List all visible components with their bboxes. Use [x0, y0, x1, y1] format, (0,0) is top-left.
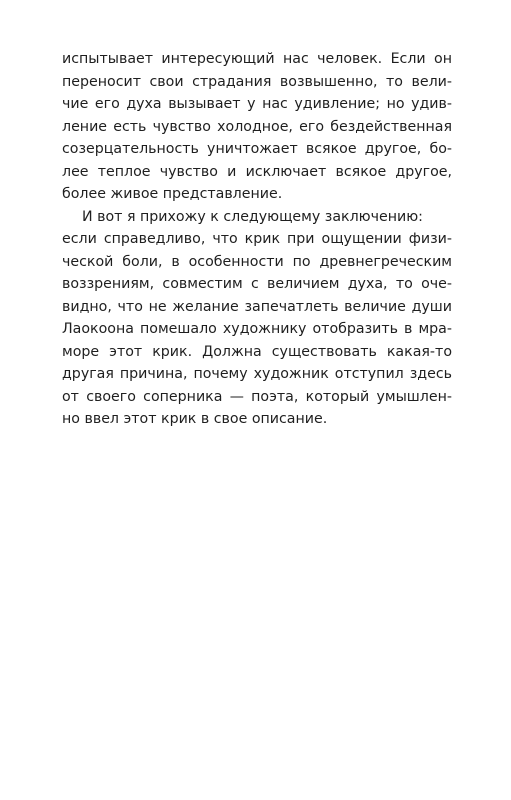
- paragraph-1: [62, 48, 452, 206]
- text-line: более живое представление.: [62, 186, 283, 202]
- text-line: воззрениям, совместим с величием духа, то оче-: [62, 276, 452, 292]
- text-line: лее теплое чувство и исключает всякое другое,: [62, 163, 452, 180]
- text-line: ление есть чувство холодное, его бездейственная: [62, 118, 452, 135]
- text-line: И вот я прихожу к следующему заключению:: [82, 208, 423, 225]
- text-line: другая причина, почему художник отступил здесь: [62, 366, 452, 382]
- text-line: от своего соперника — поэта, который умышлен-: [62, 388, 452, 405]
- text-line: Лаокоона помешало художнику отобразить в мра-: [62, 321, 452, 337]
- text-line: чие его духа вызывает у нас удивление; но удив-: [62, 96, 452, 112]
- text-line: видно, что не желание запечатлеть величие души: [62, 298, 452, 315]
- text-line: переносит свои страдания возвышенно, то вели-: [62, 73, 452, 90]
- paragraph-2: [62, 206, 452, 431]
- text-line: ческой боли, в особенности по древнегреческим: [62, 253, 452, 270]
- text-line: если справедливо, что крик при ощущении физи-: [62, 231, 452, 247]
- text-line: море этот крик. Должна существовать какая-то: [62, 343, 452, 360]
- text-line: испытывает интересующий нас человек. Если он: [62, 51, 452, 67]
- body-text: [62, 48, 452, 431]
- text-line: созерцательность уничтожает всякое другое, бо-: [62, 141, 452, 157]
- text-line: но ввел этот крик в свое описание.: [62, 411, 328, 427]
